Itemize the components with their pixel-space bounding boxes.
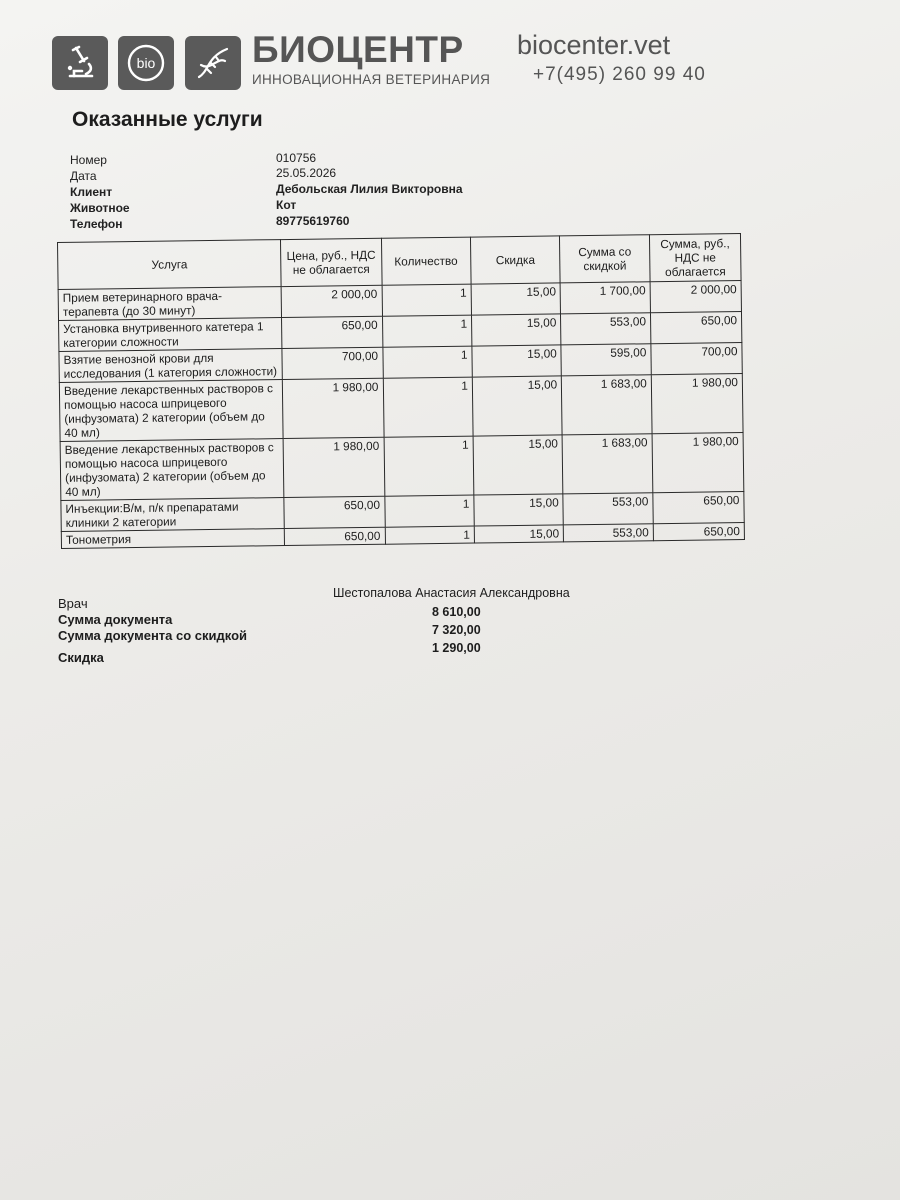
table-row (60, 433, 744, 501)
discount-cell: 15,00 (473, 435, 563, 495)
service-cell: Введение лекарственных растворов с помощью насоса шприцевого (инфузомата) 2 категории (объем до 40 мл) (60, 439, 284, 501)
client-label: Клиент (70, 185, 113, 199)
quantity-cell: 1 (382, 315, 472, 347)
price-cell: 700,00 (282, 347, 383, 379)
header-discounted-sum: Сумма со скидкой (560, 235, 650, 283)
header-service: Услуга (58, 240, 282, 290)
number-value: 010756 (276, 151, 317, 165)
discounted-sum-cell: 1 683,00 (562, 434, 652, 494)
quantity-cell: 1 (382, 284, 472, 316)
service-cell: Инъекции:В/м, п/к препаратами клиники 2 категории (61, 498, 285, 532)
animal-label: Животное (70, 201, 130, 215)
sum-cell: 1 980,00 (652, 433, 744, 493)
sum-cell: 1 980,00 (651, 374, 743, 434)
brand (252, 30, 490, 87)
date-value: 25.05.2026 (276, 166, 337, 180)
sum-cell: 650,00 (653, 492, 745, 524)
number-label: Номер (70, 153, 107, 167)
client-value: Дебольская Лилия Викторовна (276, 182, 463, 196)
discount-cell: 15,00 (472, 376, 562, 436)
price-cell: 650,00 (285, 527, 385, 545)
service-cell: Прием ветеринарного врача-терапевта (до 30 минут) (58, 287, 282, 321)
sum-cell: 2 000,00 (650, 281, 742, 313)
quantity-cell: 1 (384, 495, 474, 527)
microscope-logo-icon (52, 36, 108, 90)
price-cell: 1 980,00 (283, 437, 384, 497)
website: biocenter.vet (517, 30, 671, 60)
bio-logo-icon (118, 36, 174, 90)
discounted-sum-cell: 595,00 (561, 344, 651, 376)
total-discounted-value: 7 320,00 (432, 623, 481, 637)
discount-cell: 15,00 (474, 525, 564, 543)
total-label: Сумма документа (58, 612, 173, 627)
discounted-sum-cell: 553,00 (561, 313, 651, 345)
discount-value: 1 290,00 (432, 641, 481, 655)
total-value: 8 610,00 (432, 605, 481, 619)
service-cell: Взятие венозной крови для исследования (1 категория сложности) (59, 349, 283, 383)
table-row (59, 374, 743, 442)
quantity-cell: 1 (383, 377, 473, 437)
service-cell: Установка внутривенного катетера 1 категории сложности (59, 318, 283, 352)
price-cell: 1 980,00 (283, 378, 384, 438)
discount-cell: 15,00 (471, 283, 561, 315)
header-quantity: Количество (381, 237, 471, 285)
sum-cell: 650,00 (653, 523, 744, 541)
brand-name: БИОЦЕНТР (252, 29, 464, 70)
service-cell: Тонометрия (61, 529, 284, 549)
total-discounted-label: Сумма документа со скидкой (58, 628, 248, 643)
header-sum: Сумма, руб., НДС не облагается (649, 234, 741, 282)
discounted-sum-cell: 553,00 (563, 493, 653, 525)
discounted-sum-cell: 1 683,00 (562, 375, 652, 435)
clinic-phone: +7(495) 260 99 40 (533, 64, 706, 85)
discounted-sum-cell: 553,00 (564, 524, 654, 542)
phone-label: Телефон (70, 217, 123, 231)
animal-value: Кот (276, 198, 297, 212)
quantity-cell: 1 (385, 526, 475, 544)
service-cell: Введение лекарственных растворов с помощью насоса шприцевого (инфузомата) 2 категории (объем до 40 мл) (59, 380, 283, 442)
sum-cell: 700,00 (651, 343, 743, 375)
discount-cell: 15,00 (472, 345, 562, 377)
brand-tagline: ИННОВАЦИОННАЯ ВЕТЕРИНАРИЯ (252, 72, 491, 87)
price-cell: 2 000,00 (281, 285, 382, 317)
doctor-name: Шестопалова Анастасия Александровна (333, 586, 570, 600)
header-price: Цена, руб., НДС не облагается (281, 238, 382, 286)
discounted-sum-cell: 1 700,00 (560, 282, 650, 314)
date-label: Дата (70, 169, 97, 183)
discount-cell: 15,00 (474, 494, 564, 526)
quantity-cell: 1 (384, 436, 474, 496)
discount-cell: 15,00 (471, 314, 561, 346)
doctor-label: Врач (58, 596, 88, 611)
page-title: Оказанные услуги (72, 108, 263, 131)
phone-value: 89775619760 (276, 214, 350, 228)
quantity-cell: 1 (382, 346, 472, 378)
services-table (57, 233, 745, 549)
price-cell: 650,00 (282, 316, 383, 348)
svg-text:bio: bio (136, 55, 156, 71)
header-discount: Скидка (470, 236, 560, 284)
discount-label: Скидка (58, 650, 104, 665)
sum-cell: 650,00 (650, 312, 742, 344)
dna-logo-icon (185, 36, 241, 90)
price-cell: 650,00 (284, 496, 385, 528)
